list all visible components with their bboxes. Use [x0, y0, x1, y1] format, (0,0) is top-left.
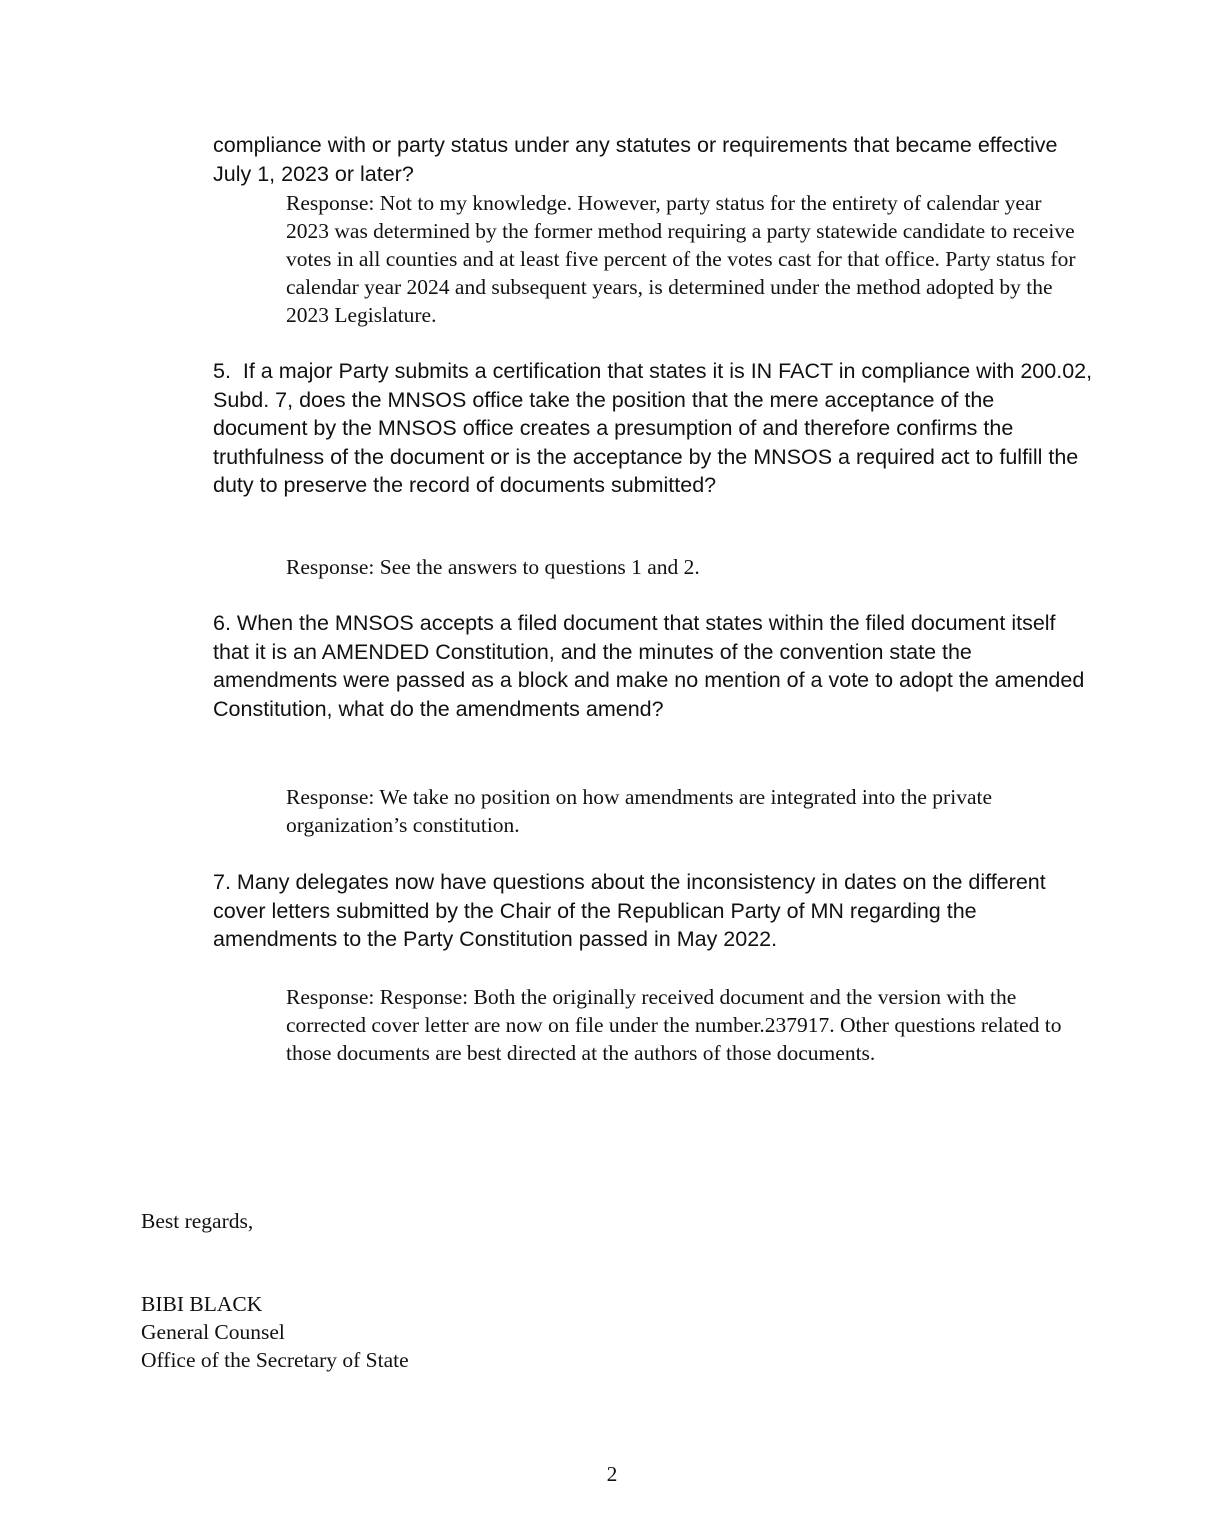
signer-name: BIBI BLACK [141, 1292, 263, 1316]
closing-line: Best regards, [141, 1209, 254, 1233]
page-number: 2 [606, 1462, 618, 1486]
response-6: Response: We take no position on how amendments are integrated into the private organization’s constitution. [286, 785, 993, 837]
response-7: Response: Response: Both the originally received document and the version with the corrected cover letter are now on file under the number.237917. Other questions related to those documents are best directed at the authors of those documents. [286, 985, 1062, 1065]
question-6-number: 6. [213, 611, 231, 635]
question-7-number: 7. [213, 870, 231, 894]
question-5 [213, 357, 1093, 500]
question-4-continuation: compliance with or party status under any statutes or requirements that became effective July 1, 2023 or later? [213, 133, 1058, 186]
question-6 [213, 609, 1093, 723]
response-4: Response: Not to my knowledge. However, party status for the entirety of calendar year 2023 was determined by the former method requiring a party statewide candidate to receive votes in all counties and at least five percent of the votes cast for that office. Party status for calendar year 2024 and subsequent years, is determined under the method adopted by the 2023 Legislature. [286, 191, 1076, 327]
signature-block [141, 1290, 409, 1374]
signer-office: Office of the Secretary of State [141, 1348, 409, 1372]
response-5: Response: See the answers to questions 1 and 2. [286, 555, 700, 579]
signer-title: General Counsel [141, 1320, 285, 1344]
question-5-text: If a major Party submits a certification that states it is IN FACT in compliance with 200.02, Subd. 7, does the MNSOS office take the position that the mere acceptance of the document by the MNSOS office creates a presumption of and therefore confirms the truthfulness of the document or is the acceptance by the MNSOS a required act to fulfill the duty to preserve the record of documents submitted? [213, 359, 1093, 497]
question-7 [213, 868, 1093, 954]
question-5-number: 5. [213, 359, 231, 383]
question-6-text: When the MNSOS accepts a filed document that states within the filed document itself that it is an AMENDED Constitution, and the minutes of the convention state the amendments were passed as a block and make no mention of a vote to adopt the amended Constitution, what do the amendments amend? [213, 611, 1085, 721]
question-7-text: Many delegates now have questions about the inconsistency in dates on the different cover letters submitted by the Chair of the Republican Party of MN regarding the amendments to the Party Constitution passed in May 2022. [213, 870, 1046, 951]
